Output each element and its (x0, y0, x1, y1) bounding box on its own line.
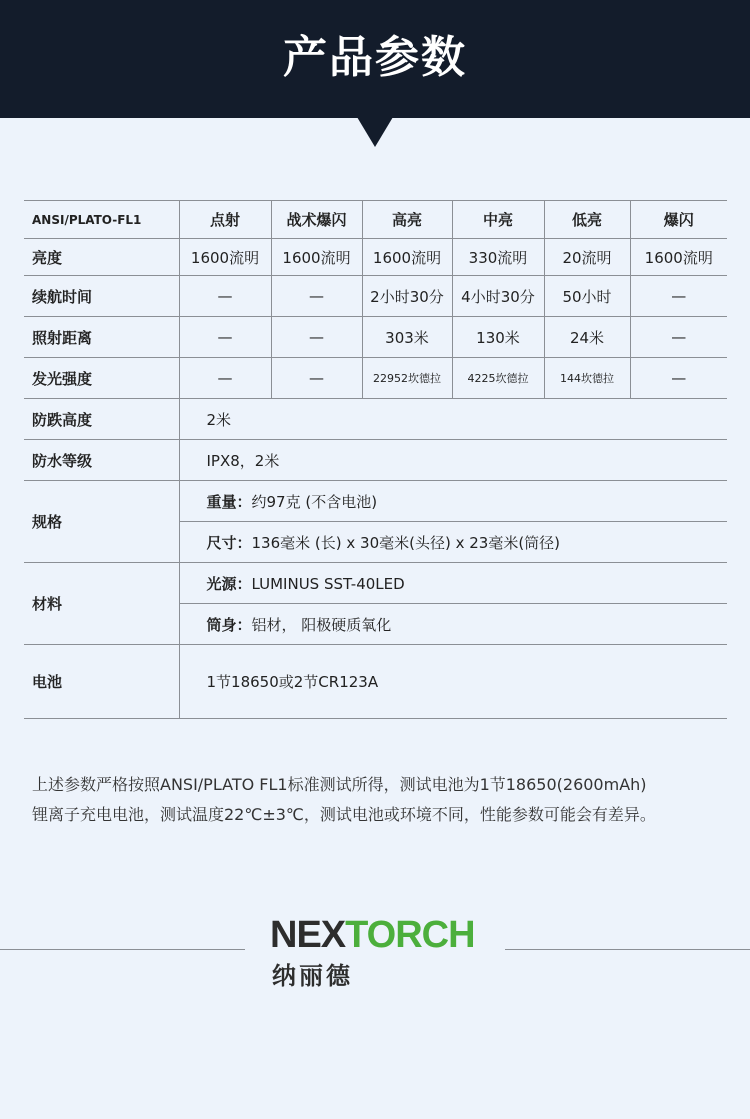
divider-right (505, 949, 750, 950)
body-value: 铝材， 阳极硬质氧化 (251, 615, 392, 634)
table-cell: 22952坎德拉 (362, 358, 452, 399)
row-label: 规格 (24, 481, 179, 563)
size-value: 136毫米 (长) x 30毫米(头径) x 23毫米(筒径) (251, 533, 561, 552)
table-cell: 303米 (362, 317, 452, 358)
table-cell: 1600流明 (271, 239, 362, 276)
mode-header: 爆闪 (630, 201, 727, 239)
row-label: 亮度 (24, 239, 179, 276)
weight-cell (179, 481, 727, 522)
mode-header: 低亮 (544, 201, 630, 239)
header-pointer (357, 117, 393, 147)
table-cell: — (271, 317, 362, 358)
table-cell: 20流明 (544, 239, 630, 276)
weight-value: 约97克 (不含电池) (251, 492, 378, 511)
spec-table (24, 200, 727, 719)
waterproof-value: IPX8，2米 (179, 440, 727, 481)
brand-chinese-name: 纳丽德 (272, 962, 353, 990)
table-cell: — (271, 276, 362, 317)
mode-header: 战术爆闪 (271, 201, 362, 239)
table-cell: — (630, 358, 727, 399)
table-row (24, 239, 727, 276)
body-cell (179, 604, 727, 645)
table-cell: 50小时 (544, 276, 630, 317)
note-line: 上述参数严格按照ANSI/PLATO FL1标准测试所得，测试电池为1节18650(2600mAh) (32, 775, 647, 794)
table-cell: 2小时30分 (362, 276, 452, 317)
mode-header: 中亮 (452, 201, 544, 239)
table-cell: 1600流明 (179, 239, 271, 276)
light-source-cell (179, 563, 727, 604)
divider-left (0, 949, 245, 950)
drop-height-value: 2米 (179, 399, 727, 440)
table-cell: 4小时30分 (452, 276, 544, 317)
mode-header: 高亮 (362, 201, 452, 239)
table-row-battery (24, 645, 727, 719)
light-source-value: LUMINUS SST-40LED (251, 574, 405, 593)
table-row-water (24, 440, 727, 481)
battery-value: 1节18650或2节CR123A (179, 645, 727, 719)
nextorch-logo (270, 914, 490, 956)
weight-key: 重量： (206, 492, 252, 511)
table-row (24, 276, 727, 317)
table-cell: 330流明 (452, 239, 544, 276)
table-header-row (24, 201, 727, 239)
row-label: 电池 (24, 645, 179, 719)
mode-header: 点射 (179, 201, 271, 239)
row-label: 照射距离 (24, 317, 179, 358)
table-cell: 1600流明 (362, 239, 452, 276)
table-cell: 130米 (452, 317, 544, 358)
corner-label: ANSI/PLATO-FL1 (24, 201, 179, 239)
note-line: 锂离子充电电池，测试温度22℃±3℃，测试电池或环境不同，性能参数可能会有差异。 (32, 805, 656, 824)
row-label: 续航时间 (24, 276, 179, 317)
logo-part-green: TORCH (345, 914, 475, 956)
table-row-material-light (24, 563, 727, 604)
table-cell: — (630, 317, 727, 358)
row-label: 防水等级 (24, 440, 179, 481)
table-cell: — (271, 358, 362, 399)
table-row-spec-weight (24, 481, 727, 522)
header-banner (0, 0, 750, 118)
test-note (32, 770, 732, 830)
table-row (24, 358, 727, 399)
size-key: 尺寸： (206, 533, 252, 552)
body-key: 筒身： (206, 615, 252, 634)
table-row (24, 317, 727, 358)
table-cell: 4225坎德拉 (452, 358, 544, 399)
row-label: 发光强度 (24, 358, 179, 399)
table-cell: 144坎德拉 (544, 358, 630, 399)
table-cell: — (179, 358, 271, 399)
size-cell (179, 522, 727, 563)
row-label: 材料 (24, 563, 179, 645)
light-source-key: 光源： (206, 574, 252, 593)
table-cell: — (630, 276, 727, 317)
row-label: 防跌高度 (24, 399, 179, 440)
table-cell: 1600流明 (630, 239, 727, 276)
page-title: 产品参数 (283, 32, 467, 83)
table-row-drop (24, 399, 727, 440)
logo-part-dark: NEX (270, 914, 346, 956)
table-cell: — (179, 276, 271, 317)
table-cell: — (179, 317, 271, 358)
table-cell: 24米 (544, 317, 630, 358)
